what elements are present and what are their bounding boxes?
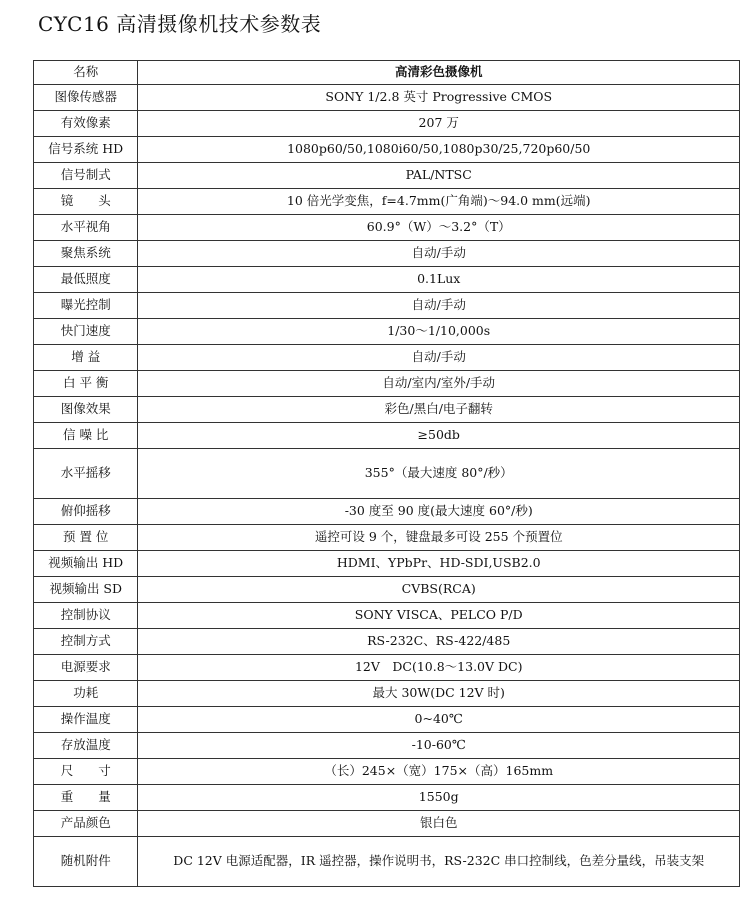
spec-value: 355°（最大速度 80°/秒） bbox=[138, 449, 740, 499]
table-row bbox=[34, 189, 740, 215]
table-row bbox=[34, 423, 740, 449]
spec-label: 图像效果 bbox=[34, 397, 138, 423]
table-row bbox=[34, 163, 740, 189]
spec-value: PAL/NTSC bbox=[138, 163, 740, 189]
spec-value: 1080p60/50,1080i60/50,1080p30/25,720p60/50 bbox=[138, 137, 740, 163]
table-row bbox=[34, 499, 740, 525]
table-row bbox=[34, 525, 740, 551]
table-row bbox=[34, 449, 740, 499]
table-row bbox=[34, 629, 740, 655]
table-row bbox=[34, 603, 740, 629]
spec-value: SONY VISCA、PELCO P/D bbox=[138, 603, 740, 629]
spec-value: 银白色 bbox=[138, 811, 740, 837]
spec-label: 最低照度 bbox=[34, 267, 138, 293]
spec-label: 快门速度 bbox=[34, 319, 138, 345]
spec-label: 产品颜色 bbox=[34, 811, 138, 837]
spec-value: 最大 30W(DC 12V 时) bbox=[138, 681, 740, 707]
table-row bbox=[34, 61, 740, 85]
spec-label: 随机附件 bbox=[34, 837, 138, 887]
spec-value: 自动/手动 bbox=[138, 293, 740, 319]
spec-value: 12V DC(10.8～13.0V DC) bbox=[138, 655, 740, 681]
spec-label: 水平视角 bbox=[34, 215, 138, 241]
spec-value: 1/30～1/10,000s bbox=[138, 319, 740, 345]
spec-label: 控制方式 bbox=[34, 629, 138, 655]
table-row bbox=[34, 371, 740, 397]
spec-value: CVBS(RCA) bbox=[138, 577, 740, 603]
table-row bbox=[34, 293, 740, 319]
spec-value: 遥控可设 9 个，键盘最多可设 255 个预置位 bbox=[138, 525, 740, 551]
spec-label: 增 益 bbox=[34, 345, 138, 371]
table-row bbox=[34, 655, 740, 681]
table-row bbox=[34, 215, 740, 241]
table-row bbox=[34, 267, 740, 293]
table-row bbox=[34, 111, 740, 137]
spec-label: 有效像素 bbox=[34, 111, 138, 137]
spec-value: DC 12V 电源适配器，IR 遥控器，操作说明书，RS-232C 串口控制线，色差分量线，吊装支架 bbox=[138, 837, 740, 887]
table-row bbox=[34, 551, 740, 577]
table-row bbox=[34, 137, 740, 163]
table-row bbox=[34, 733, 740, 759]
spec-table-body bbox=[34, 61, 740, 887]
spec-value: 207 万 bbox=[138, 111, 740, 137]
spec-label: 信 噪 比 bbox=[34, 423, 138, 449]
spec-label: 控制协议 bbox=[34, 603, 138, 629]
spec-value: 10 倍光学变焦，f=4.7mm(广角端)～94.0 mm(远端) bbox=[138, 189, 740, 215]
spec-label: 聚焦系统 bbox=[34, 241, 138, 267]
spec-table bbox=[33, 60, 740, 887]
spec-label: 预 置 位 bbox=[34, 525, 138, 551]
spec-value: 1550g bbox=[138, 785, 740, 811]
spec-label: 俯仰摇移 bbox=[34, 499, 138, 525]
table-row bbox=[34, 241, 740, 267]
table-row bbox=[34, 785, 740, 811]
table-row bbox=[34, 85, 740, 111]
spec-value: RS-232C、RS-422/485 bbox=[138, 629, 740, 655]
table-row bbox=[34, 319, 740, 345]
spec-value: HDMI、YPbPr、HD-SDI,USB2.0 bbox=[138, 551, 740, 577]
spec-label: 视频输出 HD bbox=[34, 551, 138, 577]
spec-label: 功耗 bbox=[34, 681, 138, 707]
document-title: CYC16 高清摄像机技术参数表 bbox=[38, 12, 322, 36]
spec-label: 镜 头 bbox=[34, 189, 138, 215]
spec-value: 高清彩色摄像机 bbox=[138, 61, 740, 85]
spec-value: ≥50db bbox=[138, 423, 740, 449]
spec-label: 重 量 bbox=[34, 785, 138, 811]
spec-value: 自动/手动 bbox=[138, 241, 740, 267]
spec-label: 图像传感器 bbox=[34, 85, 138, 111]
table-row bbox=[34, 681, 740, 707]
spec-value: （长）245×（宽）175×（高）165mm bbox=[138, 759, 740, 785]
spec-value: SONY 1/2.8 英寸 Progressive CMOS bbox=[138, 85, 740, 111]
spec-label: 水平摇移 bbox=[34, 449, 138, 499]
spec-label: 视频输出 SD bbox=[34, 577, 138, 603]
spec-label: 曝光控制 bbox=[34, 293, 138, 319]
spec-label: 操作温度 bbox=[34, 707, 138, 733]
table-row bbox=[34, 707, 740, 733]
spec-label: 电源要求 bbox=[34, 655, 138, 681]
spec-value: 0~40℃ bbox=[138, 707, 740, 733]
spec-value: 彩色/黑白/电子翻转 bbox=[138, 397, 740, 423]
spec-value: 60.9°（W）～3.2°（T） bbox=[138, 215, 740, 241]
spec-value: 自动/手动 bbox=[138, 345, 740, 371]
spec-label: 尺 寸 bbox=[34, 759, 138, 785]
spec-value: 0.1Lux bbox=[138, 267, 740, 293]
spec-label: 白 平 衡 bbox=[34, 371, 138, 397]
spec-label: 信号制式 bbox=[34, 163, 138, 189]
spec-value: -10-60℃ bbox=[138, 733, 740, 759]
spec-label: 信号系统 HD bbox=[34, 137, 138, 163]
table-row bbox=[34, 759, 740, 785]
table-row bbox=[34, 837, 740, 887]
spec-label: 名称 bbox=[34, 61, 138, 85]
spec-label: 存放温度 bbox=[34, 733, 138, 759]
spec-value: 自动/室内/室外/手动 bbox=[138, 371, 740, 397]
table-row bbox=[34, 397, 740, 423]
spec-value: -30 度至 90 度(最大速度 60°/秒) bbox=[138, 499, 740, 525]
table-row bbox=[34, 577, 740, 603]
table-row bbox=[34, 811, 740, 837]
table-row bbox=[34, 345, 740, 371]
